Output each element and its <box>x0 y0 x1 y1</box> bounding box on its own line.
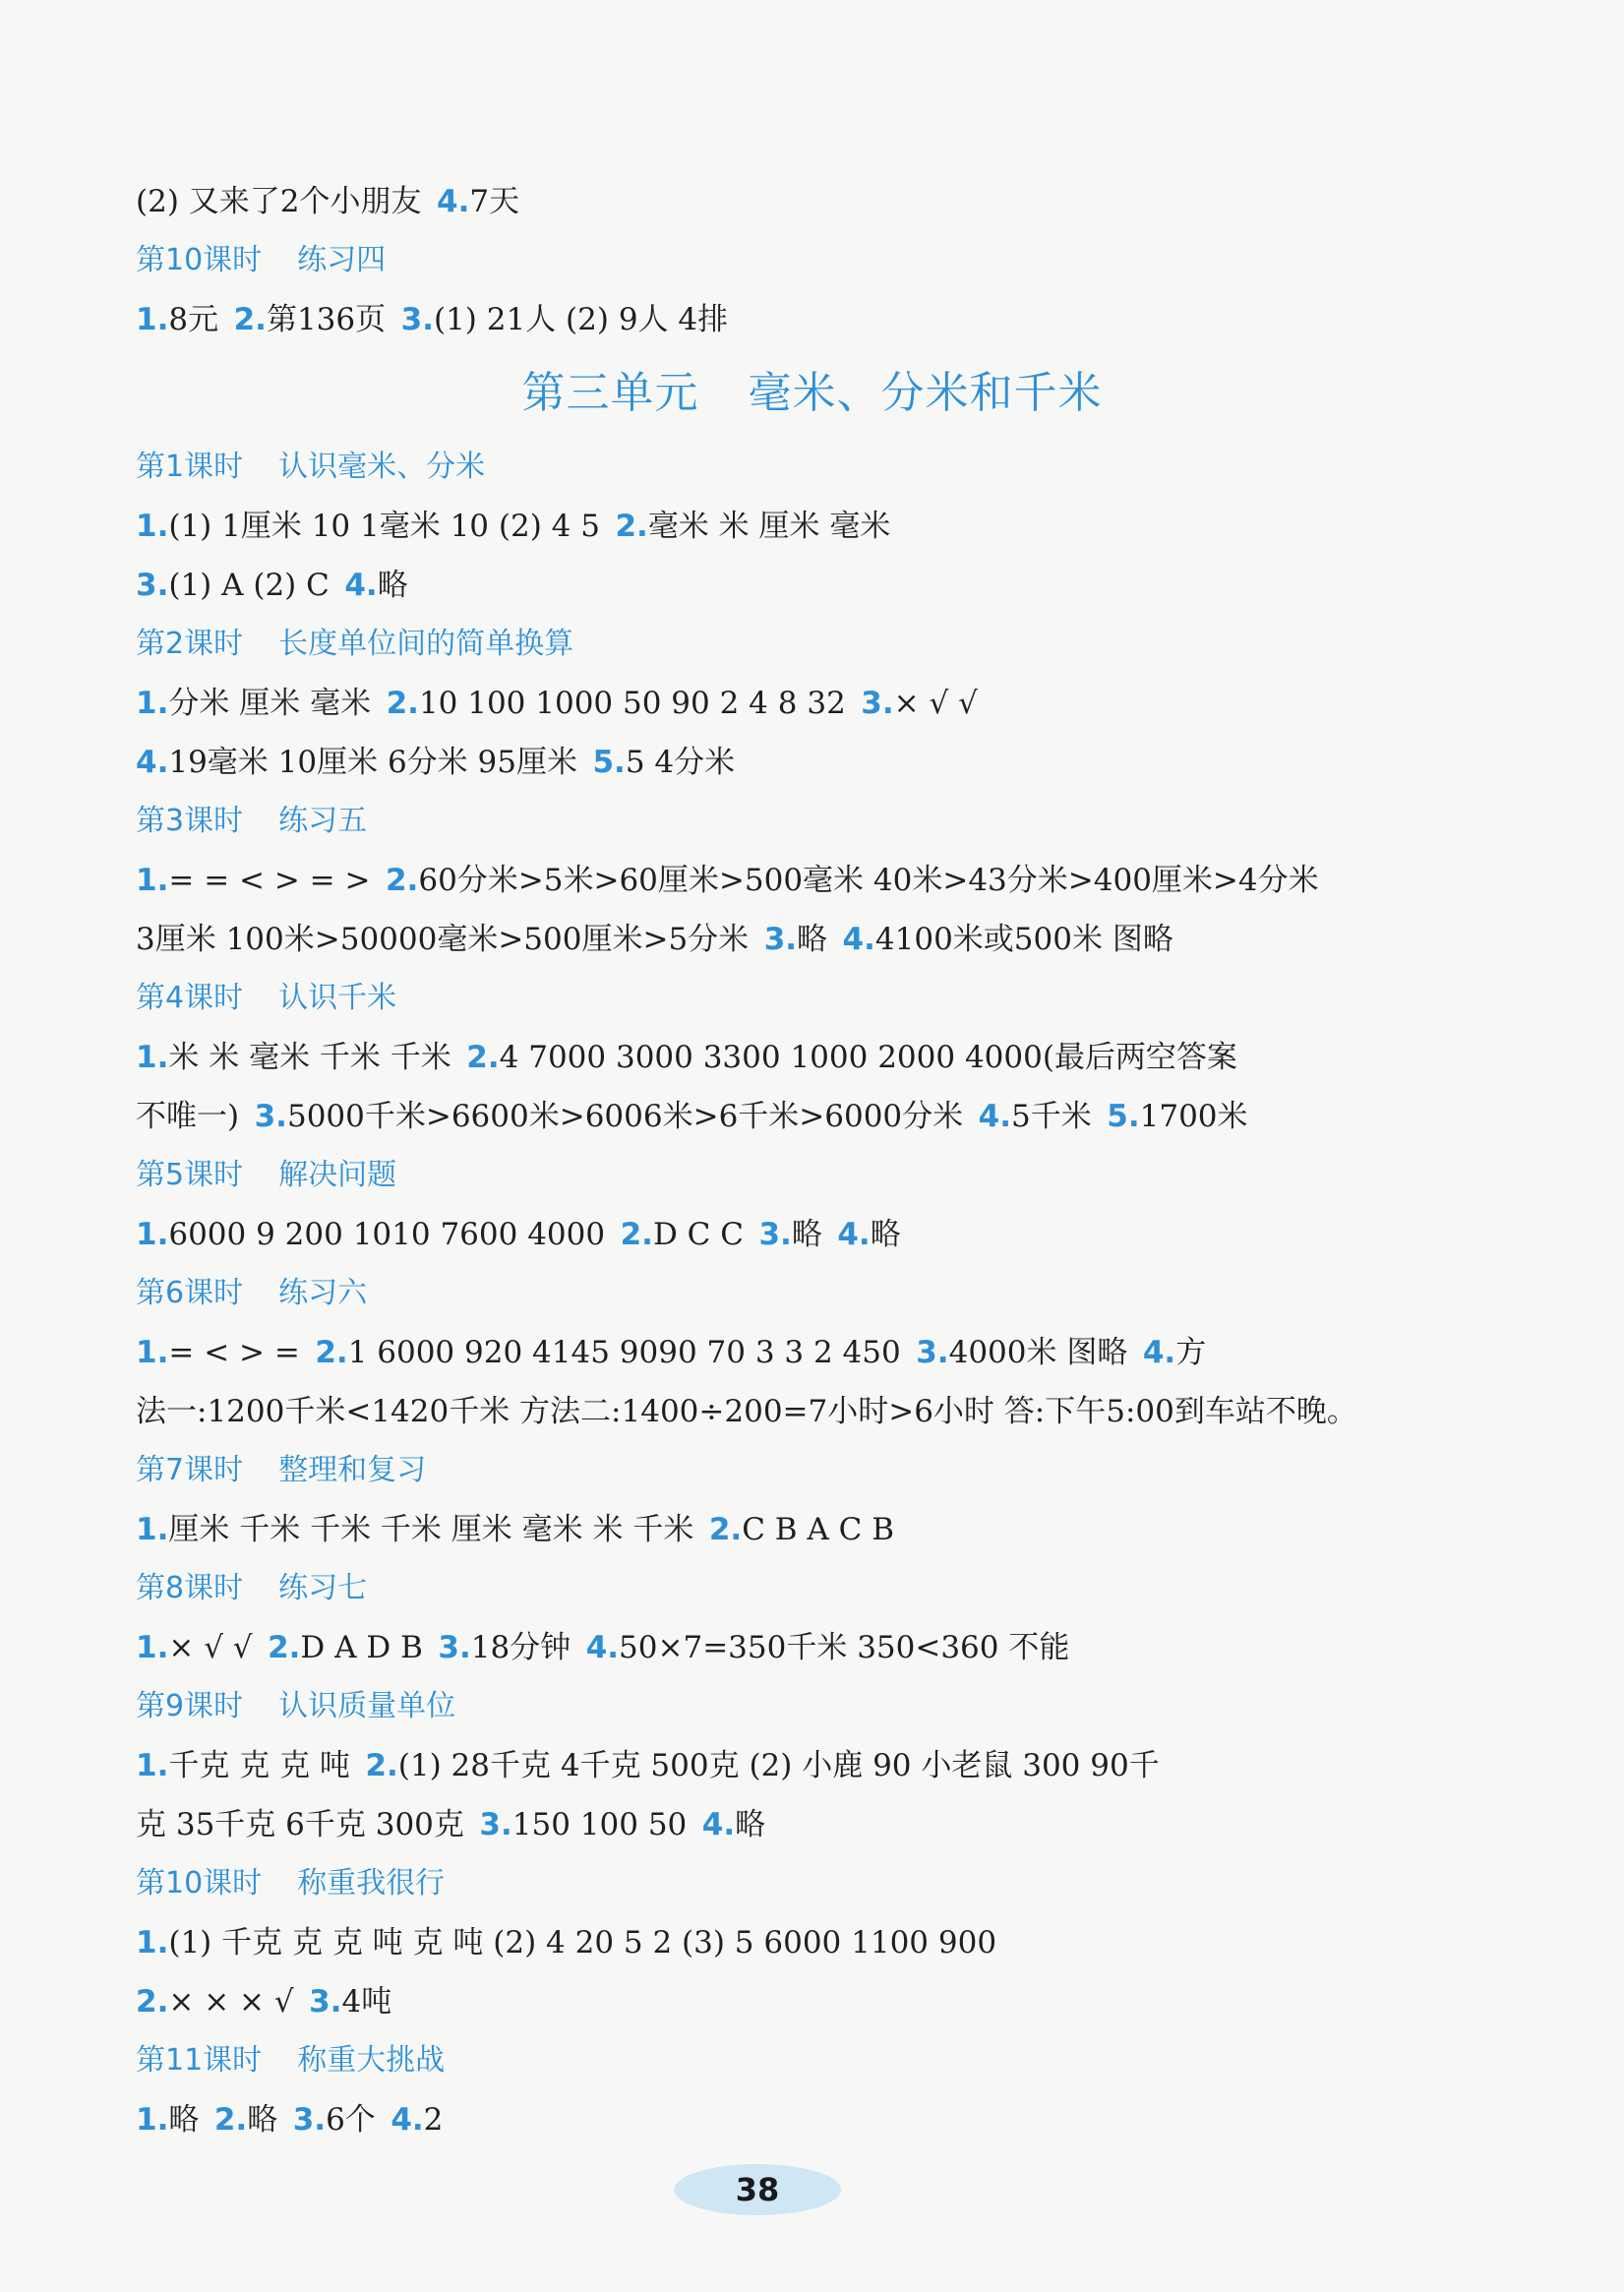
answer-text: D A D B <box>300 1630 423 1665</box>
question-number: 2. <box>268 1630 301 1665</box>
answer-line <box>136 1028 1493 1087</box>
answer-item <box>136 1618 253 1677</box>
answer-text: 7天 <box>469 184 520 219</box>
lesson-number: 第6课时 <box>136 1276 244 1310</box>
answer-text: 克 35千克 6千克 300克 <box>136 1807 464 1842</box>
answer-item <box>136 1205 605 1264</box>
lesson-heading <box>136 1677 1493 1736</box>
answer-item <box>309 1972 391 2031</box>
question-number: 4. <box>391 2102 424 2138</box>
answer-text: = = < > = > <box>168 863 371 898</box>
answer-line <box>136 290 1493 349</box>
question-number: 1. <box>136 1512 169 1547</box>
lesson-title: 练习五 <box>278 804 368 838</box>
lesson-title: 整理和复习 <box>278 1453 427 1487</box>
answer-item <box>136 674 371 733</box>
answer-text: 略 <box>735 1807 766 1842</box>
answer-text: C B A C B <box>742 1512 895 1547</box>
answer-text: × × × √ <box>168 1984 294 2020</box>
answer-item <box>136 1795 464 1854</box>
answer-item <box>293 2090 376 2149</box>
answer-text: 2 <box>423 2102 444 2138</box>
answer-item <box>466 1028 1237 1087</box>
answer-text: (1) 28千克 4千克 500克 (2) 小鹿 90 小老鼠 300 90千 <box>397 1748 1160 1783</box>
answer-line <box>136 556 1493 615</box>
lesson-number: 第10课时 <box>136 243 263 277</box>
lesson-heading <box>136 615 1493 674</box>
answer-item <box>136 1323 300 1382</box>
answer-line <box>136 1618 1493 1677</box>
answer-text: 略 <box>247 2102 278 2138</box>
answer-item <box>1107 1087 1247 1146</box>
lesson-number: 第3课时 <box>136 804 244 838</box>
answer-text: 略 <box>797 922 828 957</box>
answer-text: 150 100 50 <box>511 1807 688 1842</box>
lesson-title: 认识毫米、分米 <box>278 450 486 484</box>
question-number: 4. <box>701 1807 736 1842</box>
answer-item <box>387 674 846 733</box>
answer-item <box>136 1972 294 2031</box>
question-number: 2. <box>233 302 267 337</box>
lesson-title: 称重大挑战 <box>297 2043 446 2078</box>
answer-text: = < > = <box>168 1335 300 1370</box>
answer-item <box>837 1205 900 1264</box>
lesson-title: 称重我很行 <box>297 1866 446 1900</box>
answer-text: 第136页 <box>266 302 387 337</box>
answer-item <box>255 1087 964 1146</box>
answer-text: 厘米 千米 千米 千米 厘米 毫米 米 千米 <box>168 1512 694 1547</box>
answer-item <box>401 290 729 349</box>
answer-text: 1700米 <box>1139 1099 1248 1134</box>
answer-item <box>391 2090 443 2149</box>
answer-item <box>136 172 422 231</box>
answer-content <box>136 172 1493 2149</box>
answer-text: 18分钟 <box>470 1630 571 1665</box>
page-number: 38 <box>735 2171 780 2208</box>
question-number: 3. <box>763 922 798 957</box>
question-number: 4. <box>585 1630 620 1665</box>
answer-text: 略 <box>168 2102 200 2138</box>
answer-text: 5 4分米 <box>625 745 736 780</box>
question-number: 1. <box>136 1040 169 1075</box>
answer-item <box>234 290 387 349</box>
answer-item <box>268 1618 423 1677</box>
question-number: 4. <box>978 1099 1012 1134</box>
answer-text: 4000米 图略 <box>948 1335 1128 1370</box>
answer-text: (1) A (2) C <box>168 568 330 603</box>
question-number: 3. <box>438 1630 471 1665</box>
question-number: 2. <box>620 1217 653 1252</box>
answer-item <box>136 733 577 792</box>
answer-item <box>136 497 600 556</box>
question-number: 2. <box>386 686 419 721</box>
answer-text: 10 100 1000 50 90 2 4 8 32 <box>418 686 846 721</box>
lesson-heading <box>136 969 1493 1028</box>
answer-item <box>136 910 749 969</box>
question-number: 2. <box>385 863 419 898</box>
lesson-heading <box>136 438 1493 497</box>
question-number: 1. <box>136 509 169 544</box>
answer-item <box>136 851 370 910</box>
answer-text: 方 <box>1175 1335 1207 1370</box>
answer-text: D C C <box>652 1217 744 1252</box>
answer-item <box>437 172 519 231</box>
answer-item <box>386 851 1319 910</box>
page-number-badge <box>674 2164 841 2215</box>
question-number: 5. <box>592 745 626 780</box>
lesson-heading <box>136 2031 1493 2090</box>
question-number: 1. <box>136 1748 169 1783</box>
question-number: 2. <box>365 1748 398 1783</box>
answer-item <box>214 2090 277 2149</box>
question-number: 3. <box>916 1335 949 1370</box>
answer-text: 不唯一) <box>136 1099 240 1134</box>
question-number: 1. <box>136 302 169 337</box>
lesson-number: 第9课时 <box>136 1689 244 1723</box>
answer-text: 8元 <box>168 302 219 337</box>
question-number: 4. <box>136 745 169 780</box>
answer-text: 4100米或500米 图略 <box>874 922 1173 957</box>
answer-item <box>621 1205 744 1264</box>
question-number: 3. <box>861 686 894 721</box>
answer-line <box>136 733 1493 792</box>
answer-item <box>916 1323 1127 1382</box>
question-number: 2. <box>315 1335 348 1370</box>
question-number: 3. <box>292 2102 327 2138</box>
question-number: 2. <box>213 2102 248 2138</box>
answer-text: (1) 21人 (2) 9人 4排 <box>433 302 729 337</box>
answer-text: (2) 又来了2个小朋友 <box>136 184 422 219</box>
lesson-title: 练习四 <box>297 243 387 277</box>
lesson-title: 练习七 <box>278 1571 368 1605</box>
answer-item <box>315 1323 900 1382</box>
answer-text: 4吨 <box>341 1984 392 2020</box>
lesson-number: 第4课时 <box>136 981 244 1015</box>
answer-item <box>136 290 218 349</box>
answer-line <box>136 910 1493 969</box>
answer-item <box>438 1618 571 1677</box>
question-number: 1. <box>136 2102 169 2138</box>
answer-line <box>136 1500 1493 1559</box>
answer-item <box>843 910 1173 969</box>
question-number: 4. <box>437 184 470 219</box>
answer-text: 3厘米 100米>50000毫米>500厘米>5分米 <box>136 922 750 957</box>
lesson-number: 第1课时 <box>136 450 244 484</box>
question-number: 1. <box>136 1630 169 1665</box>
answer-item <box>764 910 827 969</box>
answer-item <box>1143 1323 1206 1382</box>
answer-item <box>136 1028 451 1087</box>
answer-text: × √ √ <box>168 1630 253 1665</box>
answer-item <box>365 1736 1159 1795</box>
answer-text: 毫米 米 厘米 毫米 <box>647 509 891 544</box>
question-number: 4. <box>842 922 875 957</box>
question-number: 1. <box>136 686 169 721</box>
answer-line <box>136 1913 1493 1972</box>
lesson-heading <box>136 1264 1493 1323</box>
answer-text: 略 <box>791 1217 822 1252</box>
lesson-title: 解决问题 <box>278 1158 397 1192</box>
answer-text: 60分米>5米>60厘米>500毫米 40米>43分米>400厘米>4分米 <box>418 863 1319 898</box>
answer-item <box>861 674 978 733</box>
question-number: 1. <box>136 1925 169 1960</box>
lesson-title: 认识千米 <box>278 981 397 1015</box>
question-number: 5. <box>1107 1099 1140 1134</box>
unit-heading <box>0 349 1624 438</box>
lesson-heading <box>136 1441 1493 1500</box>
lesson-heading <box>136 792 1493 851</box>
answer-item <box>136 1382 1357 1441</box>
answer-item <box>592 733 735 792</box>
lesson-title: 练习六 <box>278 1276 368 1310</box>
question-number: 3. <box>254 1099 287 1134</box>
lesson-title: 长度单位间的简单换算 <box>278 627 574 661</box>
question-number: 2. <box>466 1040 500 1075</box>
answer-text: (1) 千克 克 克 吨 克 吨 (2) 4 20 5 2 (3) 5 6000 1100 900 <box>168 1925 997 1960</box>
answer-item <box>136 1500 693 1559</box>
lesson-number: 第11课时 <box>136 2043 263 2078</box>
unit-number: 第三单元 <box>521 368 699 418</box>
lesson-number: 第10课时 <box>136 1866 263 1900</box>
answer-text: 千克 克 克 吨 <box>168 1748 350 1783</box>
answer-line <box>136 1736 1493 1795</box>
question-number: 3. <box>400 302 434 337</box>
question-number: 4. <box>344 568 378 603</box>
answer-line <box>136 674 1493 733</box>
answer-item <box>136 1913 996 1972</box>
answer-text: 1 6000 920 4145 9090 70 3 3 2 450 <box>347 1335 901 1370</box>
answer-text: 法一:1200千米<1420千米 方法二:1400÷200=7小时>6小时 答:下午5:00到车站不晚。 <box>136 1394 1357 1429</box>
answer-text: 6个 <box>326 2102 376 2138</box>
answer-line <box>136 1205 1493 1264</box>
answer-item <box>615 497 890 556</box>
answer-item <box>479 1795 687 1854</box>
answer-item <box>136 2090 199 2149</box>
answer-text: (1) 1厘米 10 1毫米 10 (2) 4 5 <box>168 509 600 544</box>
question-number: 3. <box>136 568 169 603</box>
question-number: 4. <box>837 1217 871 1252</box>
answer-line <box>136 1087 1493 1146</box>
answer-text: 50×7=350千米 350<360 不能 <box>619 1630 1070 1665</box>
answer-text: 6000 9 200 1010 7600 4000 <box>168 1217 606 1252</box>
unit-title: 毫米、分米和千米 <box>748 368 1103 418</box>
answer-item <box>136 556 330 615</box>
question-number: 2. <box>708 1512 743 1547</box>
answer-line <box>136 172 1493 231</box>
lesson-heading <box>136 1854 1493 1913</box>
answer-item <box>136 1736 350 1795</box>
answer-item <box>136 1087 239 1146</box>
question-number: 1. <box>136 1335 169 1370</box>
answer-item <box>586 1618 1070 1677</box>
answer-line <box>136 497 1493 556</box>
answer-text: 米 米 毫米 千米 千米 <box>168 1040 451 1075</box>
answer-line <box>136 1382 1493 1441</box>
lesson-heading <box>136 1559 1493 1618</box>
answer-line <box>136 2090 1493 2149</box>
answer-text: 略 <box>870 1217 901 1252</box>
answer-item <box>758 1205 821 1264</box>
question-number: 4. <box>1142 1335 1176 1370</box>
question-number: 2. <box>136 1984 169 2020</box>
answer-item <box>344 556 407 615</box>
answer-item <box>979 1087 1092 1146</box>
question-number: 3. <box>479 1807 512 1842</box>
answer-item <box>709 1500 894 1559</box>
answer-text: 5千米 <box>1011 1099 1092 1134</box>
answer-text: 19毫米 10厘米 6分米 95厘米 <box>168 745 577 780</box>
answer-text: 略 <box>377 568 408 603</box>
question-number: 1. <box>136 863 169 898</box>
answer-line <box>136 1972 1493 2031</box>
answer-line <box>136 1795 1493 1854</box>
question-number: 3. <box>309 1984 342 2020</box>
lesson-number: 第2课时 <box>136 627 244 661</box>
lesson-heading <box>136 231 1493 290</box>
answer-text: 4 7000 3000 3300 1000 2000 4000(最后两空答案 <box>499 1040 1237 1075</box>
question-number: 2. <box>615 509 648 544</box>
question-number: 1. <box>136 1217 169 1252</box>
answer-text: 分米 厘米 毫米 <box>168 686 372 721</box>
answer-line <box>136 1323 1493 1382</box>
lesson-number: 第5课时 <box>136 1158 244 1192</box>
lesson-number: 第8课时 <box>136 1571 244 1605</box>
lesson-number: 第7课时 <box>136 1453 244 1487</box>
answer-text: × √ √ <box>893 686 978 721</box>
lesson-heading <box>136 1146 1493 1205</box>
answer-text: 5000千米>6600米>6006米>6千米>6000分米 <box>286 1099 964 1134</box>
answer-item <box>702 1795 765 1854</box>
question-number: 3. <box>758 1217 792 1252</box>
answer-line <box>136 851 1493 910</box>
lesson-title: 认识质量单位 <box>278 1689 456 1723</box>
